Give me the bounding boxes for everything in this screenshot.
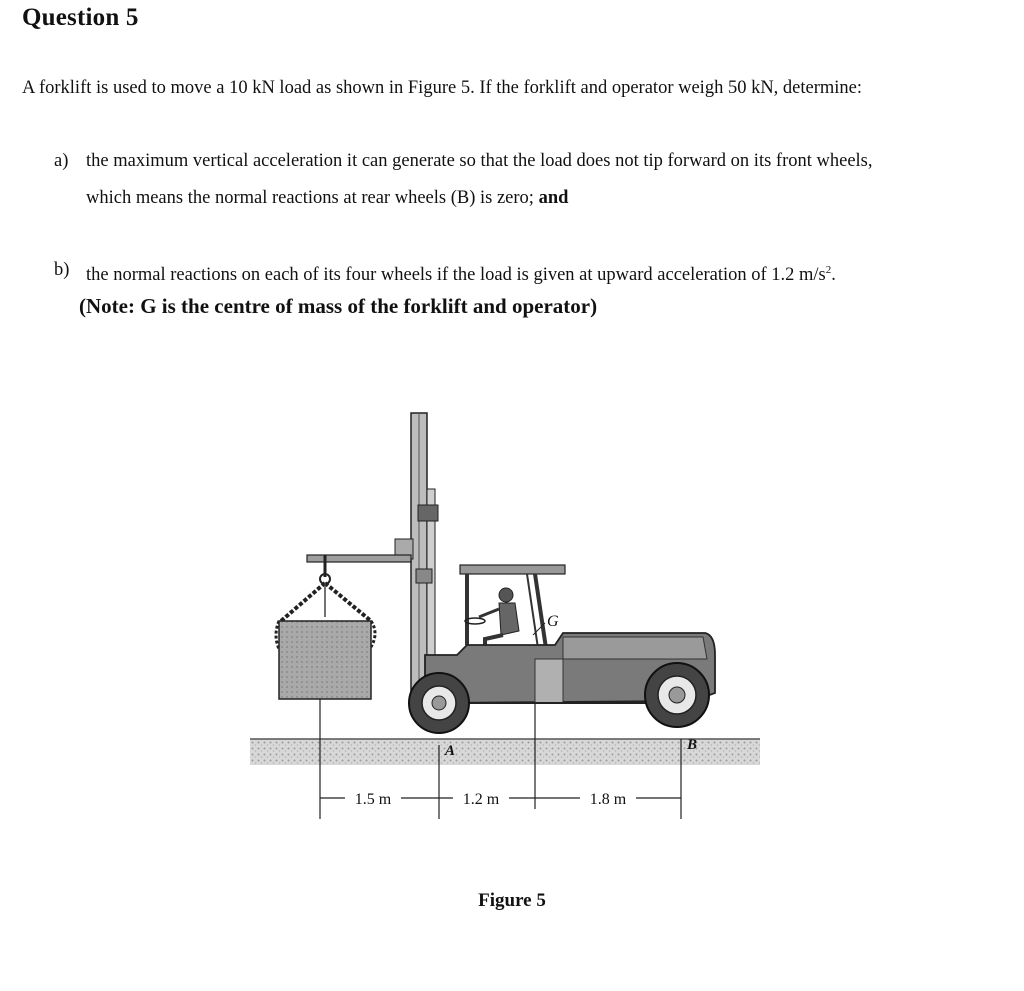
part-a-text	[86, 143, 873, 217]
forks	[307, 539, 413, 562]
part-a-and: and	[538, 188, 569, 208]
label-a: A	[445, 743, 456, 759]
question-title: Question 5	[22, 4, 139, 31]
label-b: B	[687, 737, 698, 753]
part-b	[54, 252, 1024, 292]
part-a-marker: a)	[54, 151, 69, 171]
figure-caption: Figure 5	[478, 890, 546, 911]
forklift-figure	[245, 405, 765, 835]
part-a	[54, 143, 1024, 223]
part-b-marker: b)	[54, 260, 70, 280]
part-b-main: the normal reactions on each of its four wheels if the load is given at upward acceleration of 1.2 m/s	[86, 265, 826, 286]
dimension-1: 1.5 m	[354, 791, 392, 808]
forklift-diagram	[245, 405, 765, 835]
label-g: G	[547, 613, 559, 630]
part-a-line1: the maximum vertical acceleration it can generate so that the load does not tip forward on its front wheels,	[86, 151, 873, 171]
rear-wheel	[645, 663, 709, 727]
ground	[250, 739, 760, 765]
part-b-text	[86, 252, 836, 294]
dimension-3: 1.8 m	[589, 791, 627, 808]
front-wheel	[409, 673, 469, 733]
question-intro: A forklift is used to move a 10 kN load as shown in Figure 5. If the forklift and operator weigh 50 kN, determine:	[22, 78, 863, 98]
dimension-2: 1.2 m	[462, 791, 500, 808]
part-a-line2-text: which means the normal reactions at rear wheels (B) is zero;	[86, 188, 534, 208]
part-a-line2	[86, 180, 873, 217]
part-b-superscript: 2	[825, 264, 832, 276]
note: (Note: G is the centre of mass of the forklift and operator)	[79, 294, 598, 318]
part-b-end: .	[831, 265, 836, 286]
load-block	[279, 621, 371, 699]
